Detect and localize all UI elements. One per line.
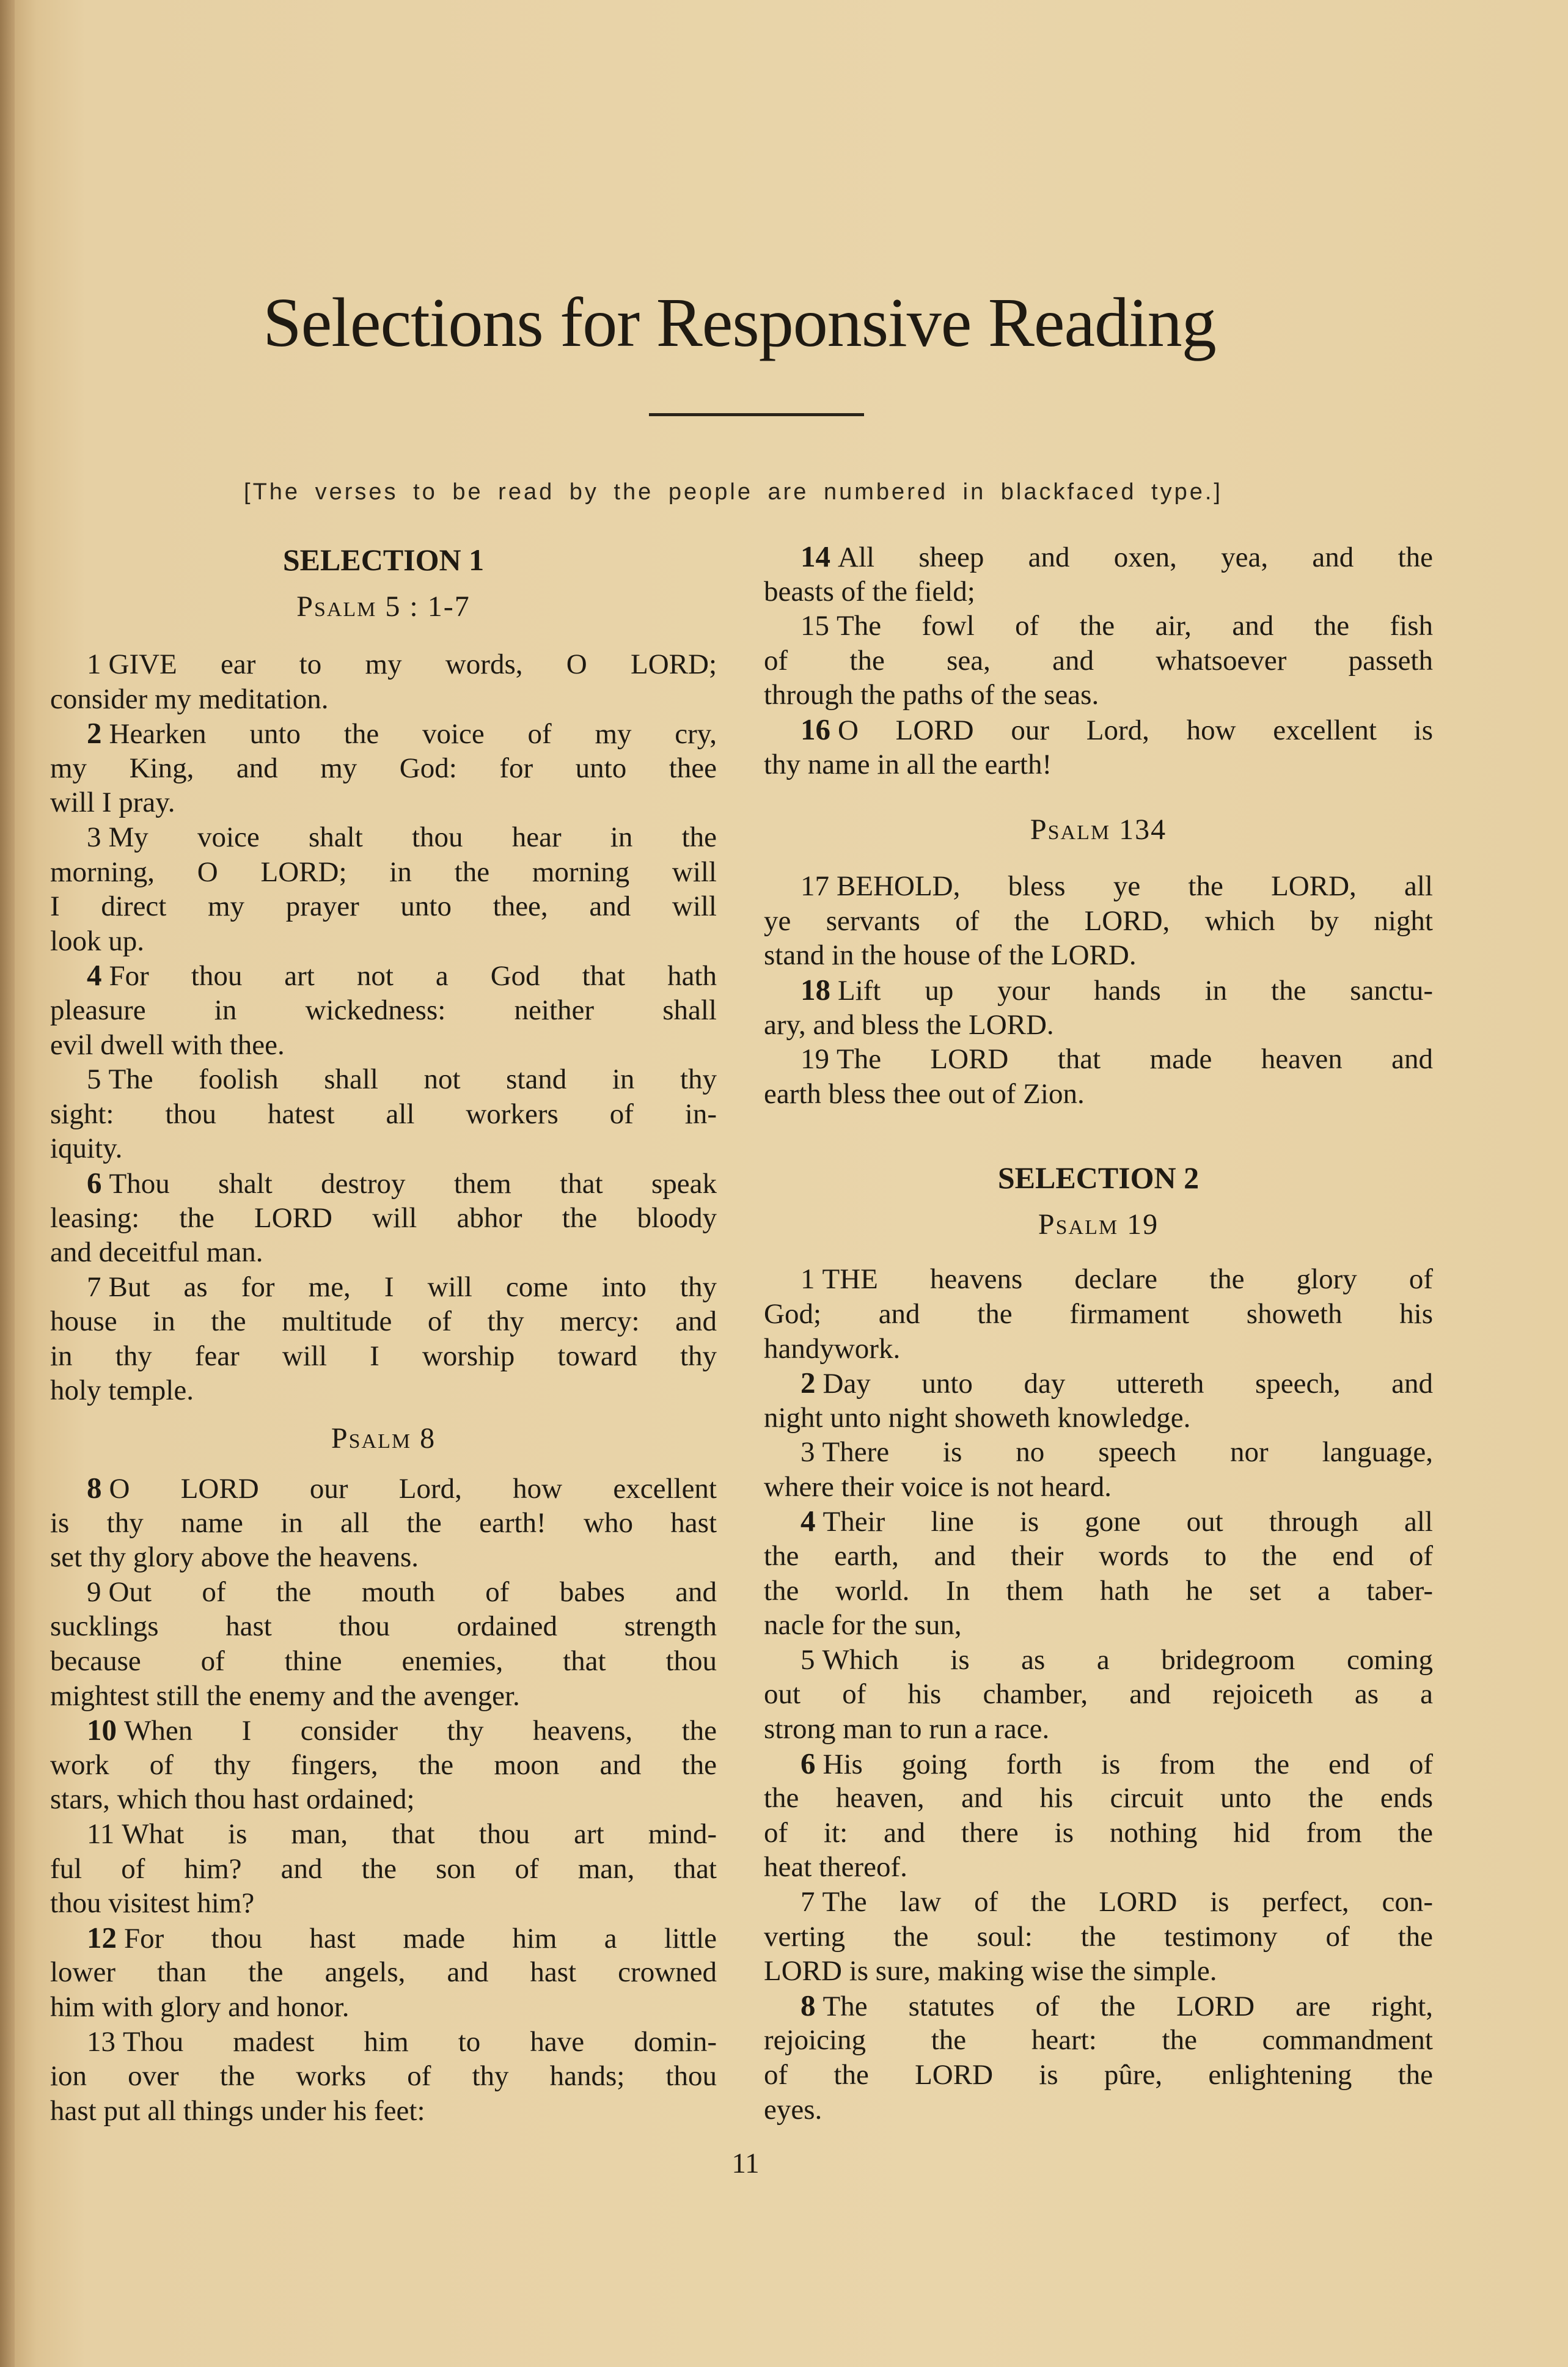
verse-text: nacle for the sun, — [764, 1609, 962, 1642]
verse-line — [764, 1677, 1433, 1712]
verse — [764, 1435, 1433, 1504]
verse-text: where their voice is not heard. — [764, 1470, 1112, 1503]
verse-text: beasts of the field; — [764, 575, 975, 607]
verse — [50, 1817, 717, 1921]
verse-line — [764, 1470, 1433, 1505]
verse-line — [50, 1575, 717, 1610]
verse-text: house in the multitude of thy mercy: and — [50, 1305, 717, 1338]
verse-line — [50, 1304, 717, 1339]
verse-text: stars, which thou hast ordained; — [50, 1783, 415, 1816]
verse-line — [50, 820, 717, 855]
verse-line — [764, 1539, 1433, 1574]
verse-text: ary, and bless the LORD. — [764, 1008, 1054, 1041]
verse-text: Out of the mouth of babes and — [108, 1576, 717, 1608]
verse-line — [50, 1028, 717, 1063]
verse-line — [50, 1270, 717, 1305]
verse-number: 12 — [87, 1920, 117, 1954]
verse-line — [764, 1504, 1433, 1539]
verse-text: mightest still the enemy and the avenger. — [50, 1679, 520, 1712]
verse-line — [764, 1747, 1433, 1782]
verse-number: 4 — [800, 1504, 816, 1538]
verse-number: 3 — [87, 821, 101, 853]
verse-text: through the paths of the seas. — [764, 679, 1099, 711]
verse — [764, 540, 1433, 609]
verse-text: Lift up your hands in the sanctu- — [838, 974, 1433, 1007]
verse-line — [50, 682, 717, 717]
verse — [50, 1270, 717, 1408]
verse-line — [764, 644, 1433, 678]
verse-line — [50, 1886, 717, 1921]
psalm-heading: Psalm 5 : 1-7 — [296, 590, 471, 623]
verse-text: O LORD our Lord, how excellent — [109, 1473, 717, 1505]
verse — [50, 1713, 717, 1817]
verse-line — [764, 938, 1433, 973]
verse-line — [764, 1401, 1433, 1436]
verse-line — [50, 751, 717, 786]
verse-line — [764, 1885, 1433, 1920]
verse-line — [764, 1042, 1433, 1077]
verse-text: sucklings hast thou ordained strength — [50, 1610, 717, 1643]
verse-line — [50, 993, 717, 1028]
verse-number: 3 — [800, 1436, 815, 1469]
verse-line — [50, 1921, 717, 1956]
verse — [764, 1747, 1433, 1885]
verse-line — [764, 904, 1433, 939]
verse-number: 2 — [800, 1366, 816, 1400]
verse-text: my King, and my God: for unto thee — [50, 752, 717, 784]
verse-number: 5 — [87, 1063, 101, 1096]
verse-line — [50, 2025, 717, 2060]
verse-line — [50, 1644, 717, 1679]
verse — [50, 1166, 717, 1270]
verse-line — [50, 889, 717, 924]
verse-line — [764, 1643, 1433, 1678]
verse — [764, 1042, 1433, 1111]
verse-line — [764, 1781, 1433, 1816]
verse-number: 8 — [87, 1471, 102, 1505]
verse-text: thy name in all the earth! — [764, 748, 1052, 780]
verse-number: 16 — [800, 712, 830, 746]
verse-text: For thou hast made him a little — [124, 1922, 717, 1954]
verse-text: of it: and there is nothing hid from the — [764, 1816, 1433, 1849]
verse-line — [50, 1373, 717, 1408]
verse-text: LORD is sure, making wise the simple. — [764, 1955, 1217, 1987]
verse-number: 1 — [87, 648, 101, 680]
verse-text: because of thine enemies, that thou — [50, 1645, 717, 1678]
verse-text: leasing: the LORD will abhor the bloody — [50, 1202, 717, 1234]
right-column — [764, 540, 1433, 2127]
verse-number: 2 — [87, 716, 102, 750]
verse-number: 7 — [87, 1271, 101, 1303]
verse-text: ful of him? and the son of man, that — [50, 1852, 717, 1885]
verse-text: handywork. — [764, 1332, 901, 1365]
verse-line — [50, 716, 717, 751]
verse-line — [764, 1712, 1433, 1747]
verse-text: There is no speech nor language, — [822, 1436, 1433, 1469]
verse-line — [50, 1131, 717, 1166]
verse-text: thou visitest him? — [50, 1887, 255, 1920]
verse-line — [764, 574, 1433, 609]
verse-text: All sheep and oxen, yea, and the — [838, 541, 1433, 573]
selection-heading: SELECTION 1 — [282, 543, 485, 577]
verse-line — [50, 1852, 717, 1887]
verse — [50, 1471, 717, 1575]
verse-line — [50, 1339, 717, 1374]
verse-line — [50, 1062, 717, 1097]
verse — [50, 1575, 717, 1713]
verse-text: lower than the angels, and hast crowned — [50, 1956, 717, 1989]
verse-line — [50, 958, 717, 993]
verse — [764, 713, 1433, 782]
verse-line — [50, 1679, 717, 1714]
verse-text: of the LORD is pûre, enlightening the — [764, 2058, 1433, 2091]
verse-line — [50, 1540, 717, 1575]
verse — [764, 1504, 1433, 1642]
verse-text: out of his chamber, and rejoiceth as a — [764, 1678, 1433, 1711]
verse-line — [50, 647, 717, 682]
verse-line — [764, 1435, 1433, 1470]
verse-number: 14 — [800, 540, 830, 573]
verse-text: For thou art not a God that hath — [109, 960, 717, 993]
verse-text: The law of the LORD is perfect, con- — [822, 1886, 1433, 1918]
verse-text: iquity. — [50, 1132, 123, 1165]
verse-text: evil dwell with thee. — [50, 1029, 285, 1061]
verse-text: ion over the works of thy hands; thou — [50, 2060, 717, 2093]
verse-text: Day unto day uttereth speech, and — [822, 1368, 1433, 1400]
verse-text: God; and the firmament showeth his — [764, 1297, 1433, 1330]
verse-line — [764, 1366, 1433, 1401]
verse-line — [50, 2094, 717, 2129]
verse-text: rejoicing the heart: the commandment — [764, 2024, 1433, 2057]
psalm-heading: Psalm 8 — [331, 1422, 436, 1455]
verse-text: GIVE ear to my words, O LORD; — [108, 648, 717, 680]
verse-number: 1 — [800, 1263, 815, 1296]
verse-text: consider my meditation. — [50, 683, 329, 715]
verse-line — [764, 2023, 1433, 2058]
verse — [50, 716, 717, 820]
verse-line — [50, 1201, 717, 1236]
verse-text: will I pray. — [50, 787, 175, 819]
verse — [764, 869, 1433, 973]
verse-text: work of thy fingers, the moon and the — [50, 1749, 717, 1781]
verse-text: night unto night showeth knowledge. — [764, 1401, 1191, 1434]
psalm-heading: Psalm 134 — [1030, 813, 1167, 846]
verse-text: THE heavens declare the glory of — [822, 1263, 1433, 1296]
verse-line — [764, 747, 1433, 782]
verse-number: 7 — [800, 1886, 815, 1918]
verse-line — [764, 609, 1433, 644]
verse-text: the heaven, and his circuit unto the ends — [764, 1782, 1433, 1815]
verse-line — [50, 1990, 717, 2025]
verse-line — [764, 1816, 1433, 1851]
verse-text: My voice shalt thou hear in the — [108, 821, 717, 853]
verse-text: is thy name in all the earth! who hast — [50, 1506, 717, 1539]
selection-heading: SELECTION 2 — [997, 1161, 1200, 1195]
verse-text: set thy glory above the heavens. — [50, 1541, 419, 1574]
verse-number: 11 — [87, 1818, 115, 1850]
verse — [764, 1885, 1433, 1989]
verse-line — [764, 2058, 1433, 2093]
verse — [764, 1643, 1433, 1747]
verse-line — [50, 1166, 717, 1201]
verse-number: 9 — [87, 1576, 101, 1608]
verse-text: Thou madest him to have domin- — [123, 2025, 717, 2058]
verse-text: strong man to run a race. — [764, 1713, 1050, 1745]
verse-line — [764, 1954, 1433, 1989]
verse-number: 13 — [87, 2025, 115, 2058]
verse-text: verting the soul: the testimony of the — [764, 1920, 1433, 1953]
title-divider — [649, 413, 864, 416]
verse-line — [50, 2059, 717, 2094]
verse-text: stand in the house of the LORD. — [764, 939, 1137, 972]
left-column — [50, 543, 717, 2128]
verse-text: Thou shalt destroy them that speak — [109, 1167, 717, 1200]
page-title: Selections for Responsive Reading — [263, 284, 1216, 361]
verse-line — [764, 1989, 1433, 2024]
verse-text: look up. — [50, 925, 145, 957]
verse-line — [50, 1748, 717, 1783]
verse-line — [50, 1955, 717, 1990]
verse-text: The fowl of the air, and the fish — [837, 610, 1433, 642]
verse-line — [50, 1506, 717, 1541]
verse-text: morning, O LORD; in the morning will — [50, 856, 717, 888]
verse-text: of the sea, and whatsoever passeth — [764, 644, 1433, 677]
verse-text: When I consider thy heavens, the — [124, 1715, 717, 1747]
verse-text: ye servants of the LORD, which by night — [764, 905, 1433, 937]
verse-number: 15 — [800, 610, 829, 642]
verse-line — [50, 1713, 717, 1748]
verse — [50, 820, 717, 958]
verse-line — [764, 713, 1433, 747]
verse-line — [50, 1609, 717, 1644]
verse-line — [50, 785, 717, 820]
verse-line — [50, 855, 717, 890]
verse-text: pleasure in wickedness: neither shall — [50, 994, 717, 1026]
verse — [50, 2025, 717, 2129]
psalm-heading: Psalm 19 — [1038, 1208, 1159, 1241]
verse-text: the earth, and their words to the end of — [764, 1540, 1433, 1572]
verse-line — [764, 1574, 1433, 1609]
verse-number: 17 — [800, 870, 829, 903]
verse-text: heat thereof. — [764, 1851, 907, 1884]
verse — [50, 647, 717, 716]
verse-text: Hearken unto the voice of my cry, — [109, 718, 717, 750]
verse-line — [50, 1097, 717, 1132]
verse — [764, 609, 1433, 713]
verse — [764, 1262, 1433, 1366]
verse-text: The foolish shall not stand in thy — [108, 1063, 717, 1096]
verse-line — [50, 924, 717, 959]
verse-line — [50, 1817, 717, 1852]
verse — [50, 1921, 717, 2025]
verse-text: What is man, that thou art mind- — [122, 1818, 717, 1850]
verse-text: in thy fear will I worship toward thy — [50, 1340, 717, 1372]
verse — [50, 1062, 717, 1166]
verse-line — [764, 1297, 1433, 1332]
verse-text: Their line is gone out through all — [822, 1506, 1433, 1538]
verse — [764, 1366, 1433, 1435]
verse-number: 18 — [800, 972, 830, 1007]
verse-line — [764, 1008, 1433, 1043]
verse-text: His going forth is from the end of — [822, 1748, 1433, 1780]
verse-line — [764, 540, 1433, 574]
verse-text: hast put all things under his feet: — [50, 2094, 425, 2127]
verse-line — [764, 2093, 1433, 2127]
verse-number: 6 — [87, 1165, 102, 1200]
verse-line — [764, 869, 1433, 904]
verse-text: The statutes of the LORD are right, — [822, 1990, 1433, 2022]
verse-line — [764, 1850, 1433, 1885]
verse-text: O LORD our Lord, how excellent is — [838, 714, 1433, 746]
verse-line — [764, 973, 1433, 1008]
verse-number: 5 — [800, 1643, 815, 1676]
verse-line — [50, 1471, 717, 1506]
verse-text: him with glory and honor. — [50, 1991, 350, 2023]
verse-number: 4 — [87, 958, 102, 993]
verse-text: and deceitful man. — [50, 1236, 263, 1269]
verse-line — [50, 1235, 717, 1270]
verse-line — [764, 1332, 1433, 1367]
verse-number: 10 — [87, 1713, 117, 1747]
verse-text: eyes. — [764, 2093, 822, 2126]
verse-text: But as for me, I will come into thy — [108, 1271, 717, 1303]
verse — [50, 958, 717, 1062]
verse-number: 19 — [800, 1043, 829, 1076]
verse-text: Which is as a bridegroom coming — [822, 1643, 1433, 1676]
verse-text: BEHOLD, bless ye the LORD, all — [837, 870, 1433, 903]
verse-line — [764, 1262, 1433, 1297]
verse — [764, 973, 1433, 1042]
verse-text: I direct my prayer unto thee, and will — [50, 890, 717, 923]
page-number: 11 — [731, 2148, 760, 2179]
verse-number: 6 — [800, 1746, 816, 1780]
verse-text: The LORD that made heaven and — [837, 1043, 1433, 1076]
verse-text: holy temple. — [50, 1374, 194, 1407]
verse-text: sight: thou hatest all workers of in- — [50, 1098, 717, 1130]
verse-text: the world. In them hath he set a taber- — [764, 1574, 1433, 1607]
verse-line — [764, 1920, 1433, 1954]
verse-line — [764, 1608, 1433, 1643]
verse-line — [764, 1077, 1433, 1112]
verse-text: earth bless thee out of Zion. — [764, 1077, 1085, 1110]
verse-number: 8 — [800, 1988, 816, 2022]
verse-line — [764, 678, 1433, 713]
verse — [764, 1989, 1433, 2127]
reading-instruction-note: [The verses to be read by the people are numbered in blackfaced type.] — [244, 479, 1223, 505]
verse-line — [50, 1782, 717, 1817]
